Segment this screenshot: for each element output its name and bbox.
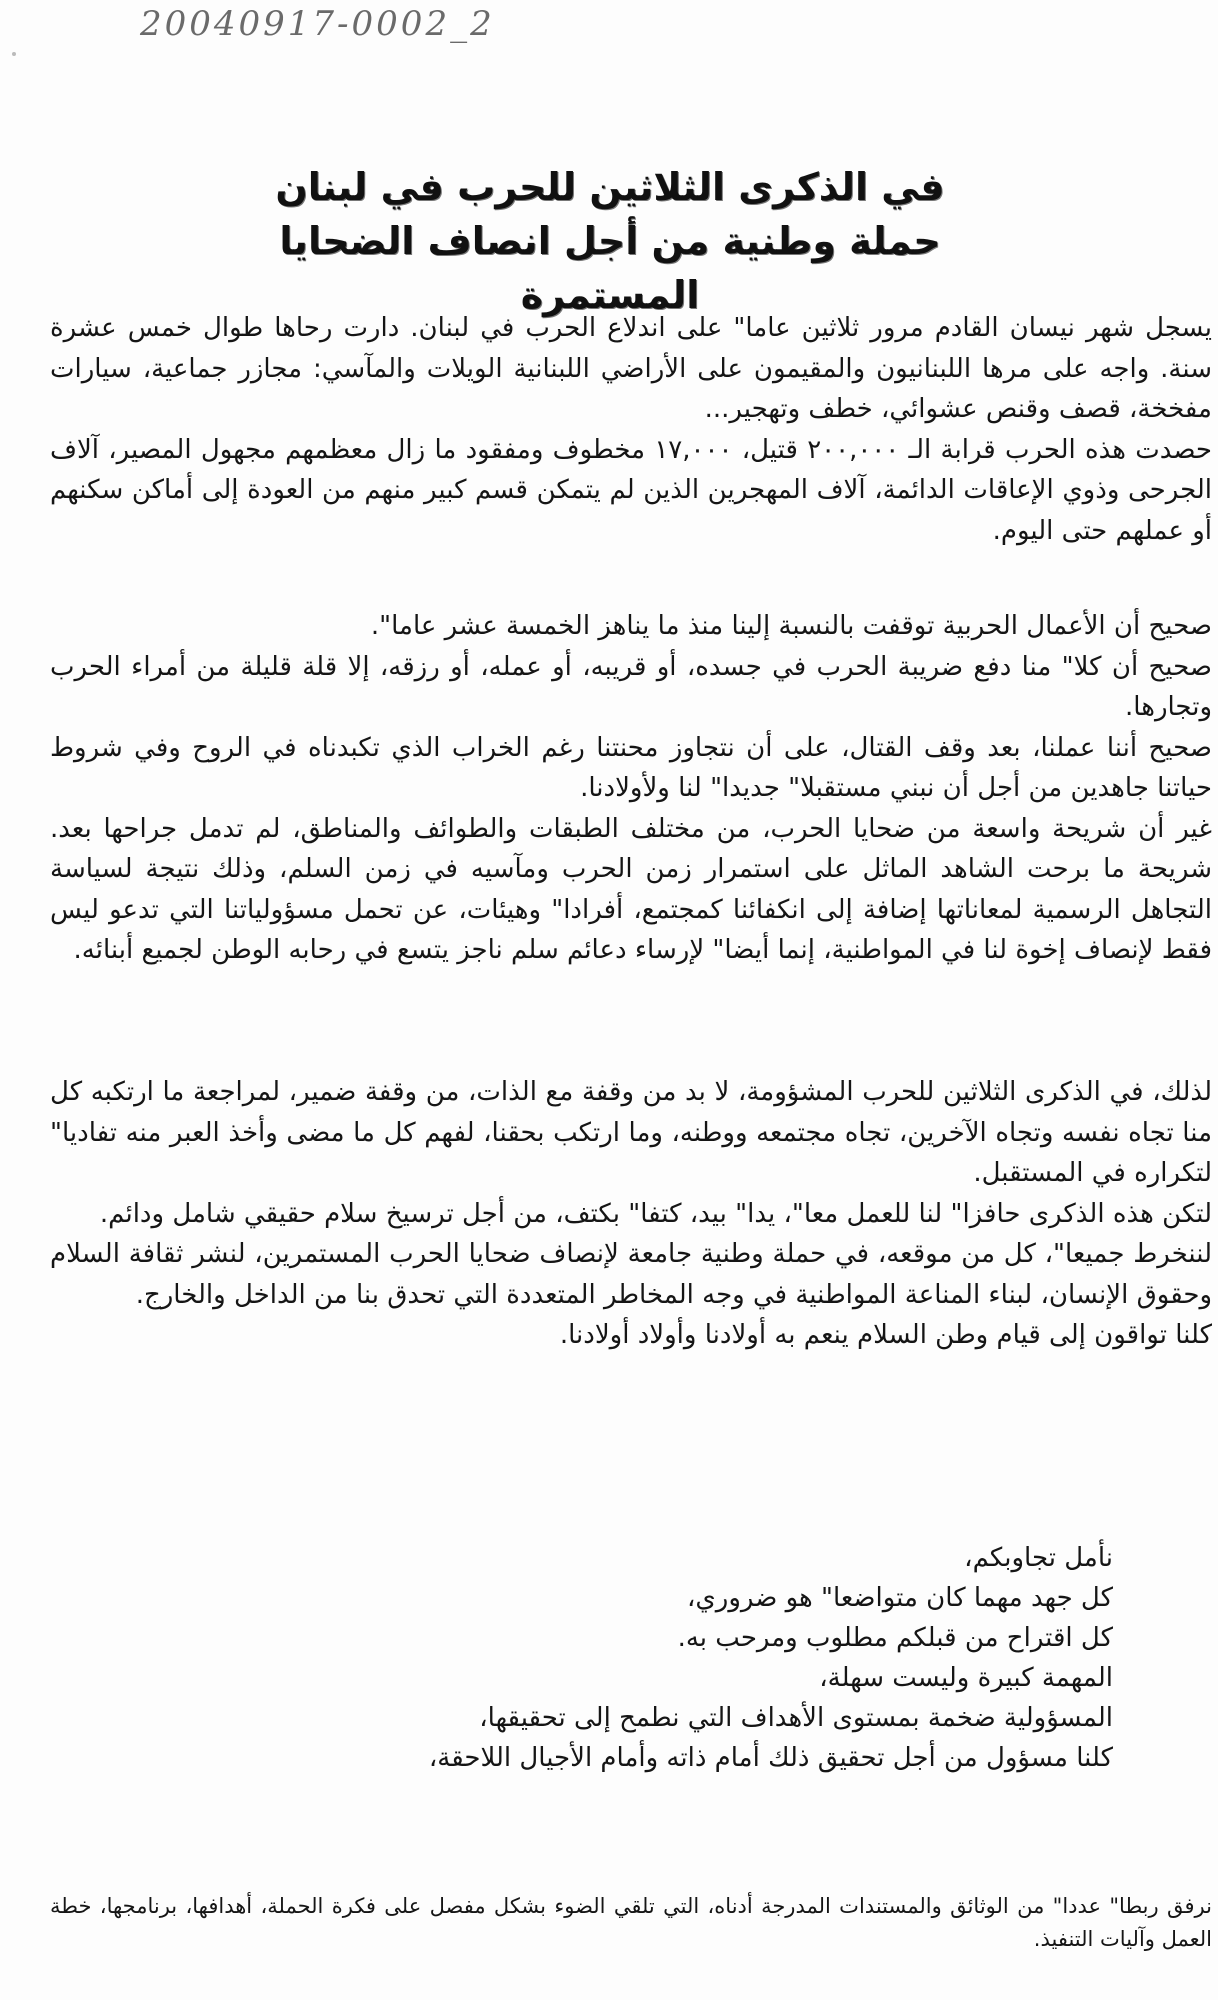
paragraph: لذلك، في الذكرى الثلاثين للحرب المشؤومة، لا بد من وقفة مع الذات، من وقفة ضمير، لمراجعة ما ارتكبه كل منا تجاه نفسه وتجاه الآخرين، تجاه مجتمعه ووطنه، وما ارتكب بحقنا، لفهم كل ما مضى وأخذ العبر منه تفاديا" لتكراره في المستقبل.: [50, 1077, 1212, 1188]
scan-speck: [12, 52, 16, 56]
closing-lines: [313, 1538, 1113, 1778]
paragraph: صحيح أن الأعمال الحربية توقفت بالنسبة إلينا منذ ما يناهز الخمسة عشر عاما".: [370, 611, 1212, 641]
paragraph: لتكن هذه الذكرى حافزا" لنا للعمل معا"، يدا" بيد، كتفا" بكتف، من أجل ترسيخ سلام حقيقي شامل ودائم.: [99, 1198, 1212, 1229]
paragraph: يسجل شهر نيسان القادم مرور ثلاثين عاما" على اندلاع الحرب في لبنان. دارت رحاها طوال خمس عشرة سنة. واجه على مرها اللبنانيون والمقيمون على الأراضي اللبنانية الويلات والمآسي: مجازر جماعية، سيارات مفخخة، قصف وقنص عشوائي، خطف وتهجير...: [50, 313, 1212, 424]
section-truths: [50, 606, 1212, 971]
document-title: [200, 160, 1020, 322]
paragraph: حصدت هذه الحرب قرابة الـ ٢٠٠,٠٠٠ قتيل، ١٧,٠٠٠ مخطوف ومفقود ما زال معظمهم مجهول المصير، آلاف الجرحى وذوي الإعاقات الدائمة، آلاف المهجرين الذين لم يتمكن قسم كبير منهم من العودة إلى أماكن سكنهم أو عملهم حتى اليوم.: [50, 434, 1213, 546]
title-line-1: في الذكرى الثلاثين للحرب في لبنان: [275, 165, 945, 209]
paragraph: غير أن شريحة واسعة من ضحايا الحرب، من مختلف الطبقات والطوائف والمناطق، لم تدمل جراحها بعد. شريحة ما برحت الشاهد الماثل على استمرار زمن الحرب ومآسيه في زمن السلم، وذلك نتيجة لسياسة التجاهل الرسمية لمعاناتها إضافة إلى انكفائنا كمجتمع، أفرادا" وهيئات، عن تحمل مسؤولياتنا التي تدعو ليس فقط لإنصاف إخوة لنا في المواطنية، إنما أيضا" لإرساء دعائم سلم ناجز يتسع في رحابه الوطن لجميع أبنائه.: [50, 813, 1212, 965]
section-introduction: [50, 308, 1212, 551]
closing-line: كل اقتراح من قبلكم مطلوب ومرحب به.: [677, 1623, 1113, 1653]
handwritten-reference-number: 20040917-0002_2: [140, 4, 495, 44]
section-call-to-action: [50, 1072, 1212, 1356]
attachments-note: نرفق ربطا" عددا" من الوثائق والمستندات المدرجة أدناه، التي تلقي الضوء بشكل مفصل على فكرة الحملة، أهدافها، برنامجها، خطة العمل وآليات التنفيذ.: [50, 1894, 1212, 1951]
paragraph: كلنا تواقون إلى قيام وطن السلام ينعم به أولادنا وأولاد أولادنا.: [559, 1320, 1212, 1350]
paragraph: صحيح أننا عملنا، بعد وقف القتال، على أن نتجاوز محنتنا رغم الخراب الذي تكبدناه في الروح وفي شروط حياتنا جاهدين من أجل أن نبني مستقبلا" جديدا" لنا ولأولادنا.: [50, 732, 1212, 803]
title-line-2: حملة وطنية من أجل انصاف الضحايا المستمرة: [279, 219, 941, 317]
closing-line: المسؤولية ضخمة بمستوى الأهداف التي نطمح إلى تحقيقها،: [479, 1703, 1113, 1733]
closing-line: نأمل تجاوبكم،: [964, 1543, 1113, 1573]
paragraph: صحيح أن كلا" منا دفع ضريبة الحرب في جسده، أو قريبه، أو عمله، أو رزقه، إلا قلة قليلة من أمراء الحرب وتجارها.: [50, 651, 1212, 722]
closing-line: المهمة كبيرة وليست سهلة،: [819, 1663, 1113, 1693]
closing-line: كلنا مسؤول من أجل تحقيق ذلك أمام ذاته وأمام الأجيال اللاحقة،: [428, 1743, 1113, 1773]
paragraph: لننخرط جميعا"، كل من موقعه، في حملة وطنية جامعة لإنصاف ضحايا الحرب المستمرين، لنشر ثقافة السلام وحقوق الإنسان، لبناء المناعة المواطنية في وجه المخاطر المتعددة التي تحدق بنا من الداخل والخارج.: [50, 1239, 1212, 1310]
closing-line: كل جهد مهما كان متواضعا" هو ضروري،: [687, 1583, 1113, 1613]
